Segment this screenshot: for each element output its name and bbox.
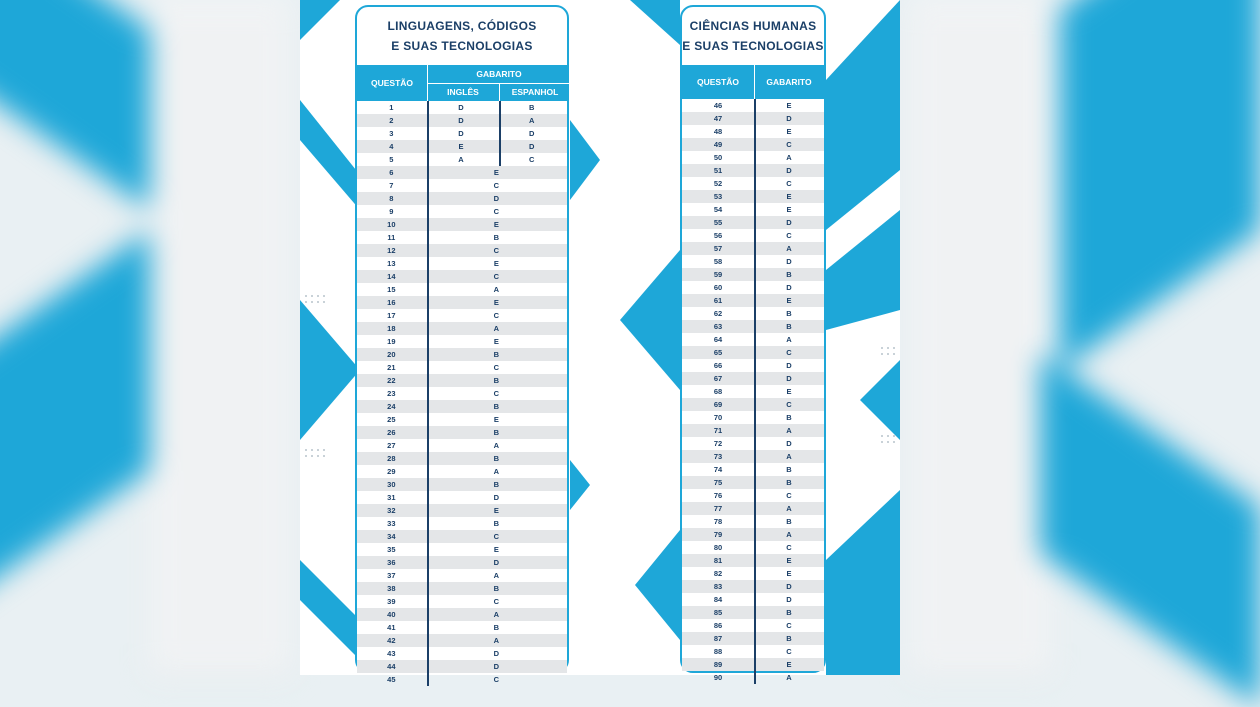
table-row [682,216,824,229]
question-number: 78 [713,517,723,526]
question-number: 85 [713,608,723,617]
answer: A [786,530,792,539]
header-questao: QUESTÃO [696,77,740,87]
table-row [682,346,824,359]
answer: E [786,387,792,396]
answer: C [493,363,500,372]
answer: C [786,400,792,409]
question-number: 55 [713,218,723,227]
answer: D [786,439,792,448]
answer: E [786,660,792,669]
answer-espanhol: A [528,116,535,125]
answer: C [493,181,500,190]
question-number: 71 [713,426,723,435]
question-number: 50 [713,153,723,162]
answer: E [786,556,792,565]
question-number: 1 [389,103,394,112]
question-number: 70 [713,413,723,422]
answer: E [493,298,499,307]
answer: E [786,101,792,110]
answer: B [786,322,792,331]
question-number: 66 [713,361,723,370]
table-row [357,452,567,465]
linguagens-answer-table [355,5,569,684]
answer: C [493,207,500,216]
answer: A [493,571,500,580]
question-number: 44 [387,662,396,671]
answer: B [786,270,792,279]
answer: A [786,244,792,253]
answer: B [786,634,792,643]
table-row [357,309,567,322]
question-number: 29 [387,467,396,476]
table-row [682,268,824,281]
answer: A [786,673,792,682]
table-row [357,543,567,556]
question-number: 90 [713,673,723,682]
question-number: 52 [713,179,723,188]
question-number: 72 [713,439,723,448]
table-row [682,541,824,554]
question-number: 54 [713,205,723,214]
table-row [357,556,567,569]
question-number: 57 [713,244,723,253]
answer: C [786,179,792,188]
table-row [357,465,567,478]
table-row [357,387,567,400]
question-number: 38 [387,584,396,593]
linguagens-title [357,7,567,65]
table-row [357,205,567,218]
table-row [682,437,824,450]
table-row [682,164,824,177]
blurred-background-right [900,0,1200,675]
answer: C [786,647,792,656]
question-number: 60 [713,283,723,292]
table-row [682,112,824,125]
answer: D [786,166,792,175]
question-number: 20 [387,350,396,359]
answer: E [786,205,792,214]
table-row [682,385,824,398]
answer: B [493,519,500,528]
question-number: 10 [387,220,396,229]
question-number: 64 [713,335,723,344]
table-row [682,125,824,138]
table-row [357,660,567,673]
question-number: 2 [389,116,394,125]
answer: D [786,114,792,123]
question-number: 41 [387,623,396,632]
question-number: 80 [713,543,723,552]
question-number: 65 [713,348,723,357]
table-row [357,647,567,660]
question-number: 26 [387,428,396,437]
title-line-2: E SUAS TECNOLOGIAS [391,39,533,53]
question-number: 8 [389,194,394,203]
table-row [682,645,824,658]
answer-espanhol: D [528,129,535,138]
answer: D [493,649,500,658]
table-row [357,582,567,595]
table-header [357,65,567,101]
table-row [682,242,824,255]
question-number: 61 [713,296,723,305]
answer: D [786,361,792,370]
answer: E [493,506,499,515]
answer: E [786,569,792,578]
question-number: 56 [713,231,723,240]
question-number: 3 [389,129,394,138]
table-row [357,374,567,387]
answer: A [786,452,792,461]
question-number: 74 [713,465,723,474]
answer: C [786,491,792,500]
table-row [682,229,824,242]
answer: B [786,413,792,422]
table-row [682,489,824,502]
table-row [682,515,824,528]
question-number: 17 [387,311,396,320]
answer: B [493,402,500,411]
question-number: 62 [713,309,723,318]
question-number: 7 [389,181,394,190]
answer: B [493,623,500,632]
answer: A [786,426,792,435]
table-row [682,203,824,216]
table-row [682,528,824,541]
table-row [682,619,824,632]
question-number: 83 [713,582,723,591]
table-row [682,294,824,307]
table-row [682,671,824,684]
table-row [357,621,567,634]
ciencias-humanas-title [682,7,824,65]
question-number: 31 [387,493,396,502]
answer: C [493,532,500,541]
table-row [682,320,824,333]
table-row [357,413,567,426]
question-number: 12 [387,246,396,255]
question-number: 47 [713,114,723,123]
answer: C [786,348,792,357]
question-number: 67 [713,374,723,383]
table-row [682,567,824,580]
answer: D [786,283,792,292]
blurred-background-left [0,0,300,675]
title-line-2: E SUAS TECNOLOGIAS [682,39,824,53]
table-row [357,595,567,608]
table-row [357,439,567,452]
question-number: 23 [387,389,396,398]
answer-ingles: D [458,116,464,125]
question-number: 30 [387,480,396,489]
question-number: 43 [387,649,396,658]
answer: B [493,454,500,463]
answer: A [493,610,500,619]
question-number: 13 [387,259,396,268]
table-row [682,99,824,112]
table-row [682,658,824,671]
answer-key-poster [300,0,900,684]
table-row [682,593,824,606]
answer-ingles: D [458,129,464,138]
table-row [682,138,824,151]
answer: A [493,467,500,476]
table-row [357,179,567,192]
answer: D [786,582,792,591]
answer: A [786,335,792,344]
table-row [682,333,824,346]
question-number: 36 [387,558,396,567]
answer: C [493,272,500,281]
answer: B [493,350,500,359]
answer: B [786,517,792,526]
table-row [682,554,824,567]
header-questao: QUESTÃO [370,78,414,88]
answer: C [493,675,500,684]
question-number: 79 [713,530,723,539]
question-number: 42 [387,636,396,645]
answer-espanhol: B [528,103,535,112]
table-row [682,190,824,203]
question-number: 34 [387,532,396,541]
answer: C [493,389,500,398]
table-row [357,283,567,296]
answer: B [493,480,500,489]
header-gabarito: GABARITO [766,77,812,87]
table-row [682,450,824,463]
answer: B [786,608,792,617]
table-row [682,463,824,476]
table-row [682,606,824,619]
table-row [357,673,567,686]
table-row [357,257,567,270]
table-row [357,322,567,335]
table-row [682,359,824,372]
question-number: 48 [713,127,723,136]
answer: E [786,127,792,136]
answer-ingles: E [458,142,464,151]
answer: A [493,441,500,450]
table-row [357,140,567,153]
question-number: 9 [389,207,394,216]
question-number: 22 [387,376,396,385]
question-number: 19 [387,337,396,346]
question-number: 46 [713,101,723,110]
table-row [357,127,567,140]
question-number: 63 [713,322,723,331]
table-row [357,426,567,439]
answer: E [493,415,499,424]
table-row [357,530,567,543]
header-gabarito: GABARITO [476,69,522,79]
table-row [357,517,567,530]
table-row [682,398,824,411]
question-number: 69 [713,400,723,409]
question-number: 25 [387,415,396,424]
table-row [357,634,567,647]
table-row [357,244,567,257]
answer-ingles: D [458,103,464,112]
question-number: 11 [387,233,396,242]
table-row [682,281,824,294]
table-row [682,424,824,437]
question-number: 35 [387,545,396,554]
answer: D [493,194,500,203]
answer: D [786,374,792,383]
answer: D [493,662,500,671]
question-number: 77 [713,504,723,513]
answer: B [493,376,500,385]
answer: B [493,233,500,242]
answer: C [493,246,500,255]
language-divider [499,101,501,166]
question-number: 39 [387,597,396,606]
column-divider [427,101,429,686]
table-row [682,151,824,164]
question-number: 14 [387,272,396,281]
question-number: 81 [713,556,723,565]
question-number: 15 [387,285,396,294]
question-number: 40 [387,610,396,619]
table-row [682,632,824,645]
question-number: 88 [713,647,723,656]
table-row [357,101,567,114]
table-row [682,307,824,320]
answer: B [786,309,792,318]
question-number: 76 [713,491,723,500]
answer: E [493,168,499,177]
answer: B [493,584,500,593]
question-number: 59 [713,270,723,279]
table-row [357,491,567,504]
table-row [682,476,824,489]
table-row [357,192,567,205]
table-row [357,335,567,348]
question-number: 28 [387,454,396,463]
table-row [357,218,567,231]
column-divider [754,99,756,684]
answer-espanhol: C [528,155,535,164]
question-number: 51 [713,166,723,175]
question-number: 89 [713,660,723,669]
answer: E [786,192,792,201]
title-line-1: CIÊNCIAS HUMANAS [689,19,817,33]
table-row [357,348,567,361]
question-number: 84 [713,595,723,604]
table-row [682,177,824,190]
answer: B [786,478,792,487]
answer: A [786,504,792,513]
ciencias-humanas-answer-table [680,5,826,682]
answer: E [493,220,499,229]
question-number: 86 [713,621,723,630]
answer: C [493,311,500,320]
question-number: 24 [387,402,396,411]
answer-rows [357,101,567,686]
question-number: 6 [389,168,394,177]
answer: C [493,597,500,606]
table-row [357,153,567,166]
answer: A [493,285,500,294]
question-number: 53 [713,192,723,201]
question-number: 75 [713,478,723,487]
answer: A [493,636,500,645]
table-row [357,166,567,179]
table-row [357,296,567,309]
answer-ingles: A [458,155,464,164]
table-row [357,231,567,244]
header-espanhol: ESPANHOL [511,87,559,97]
answer: D [786,218,792,227]
question-number: 18 [387,324,396,333]
question-number: 21 [387,363,396,372]
answer: C [786,231,792,240]
table-row [357,504,567,517]
table-row [682,580,824,593]
question-number: 37 [387,571,396,580]
header-ingles: INGLÊS [447,87,479,97]
table-row [682,372,824,385]
answer: C [786,621,792,630]
question-number: 58 [713,257,723,266]
question-number: 73 [713,452,723,461]
answer: A [786,153,792,162]
question-number: 82 [713,569,723,578]
table-row [357,569,567,582]
question-number: 16 [387,298,396,307]
question-number: 45 [387,675,396,684]
answer: D [786,257,792,266]
answer: C [786,543,792,552]
question-number: 33 [387,519,396,528]
question-number: 27 [387,441,396,450]
question-number: 32 [387,506,396,515]
question-number: 49 [713,140,723,149]
question-number: 87 [713,634,723,643]
title-line-1: LINGUAGENS, CÓDIGOS [387,19,537,33]
table-row [357,361,567,374]
table-row [357,114,567,127]
table-row [682,255,824,268]
answer: E [786,296,792,305]
table-row [357,400,567,413]
answer: D [493,558,500,567]
answer: E [493,545,499,554]
table-row [357,478,567,491]
answer: D [493,493,500,502]
table-header [682,65,824,99]
table-row [682,502,824,515]
answer: E [493,337,499,346]
answer-rows [682,99,824,684]
table-row [682,411,824,424]
question-number: 4 [389,142,394,151]
question-number: 5 [389,155,394,164]
answer: C [786,140,792,149]
answer: A [493,324,500,333]
answer: D [786,595,792,604]
answer: B [786,465,792,474]
table-row [357,608,567,621]
answer: B [493,428,500,437]
answer: E [493,259,499,268]
question-number: 68 [713,387,723,396]
answer-espanhol: D [528,142,535,151]
table-row [357,270,567,283]
